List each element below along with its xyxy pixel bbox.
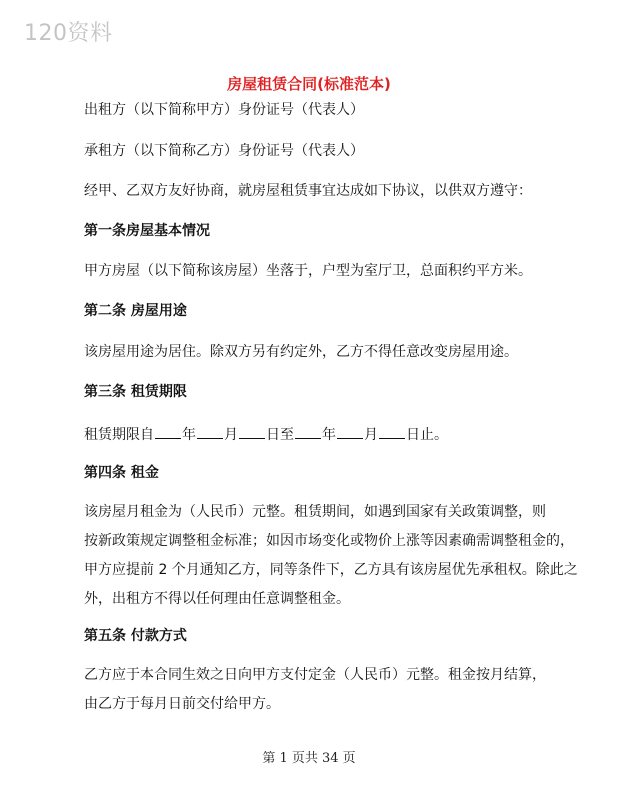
paragraph-line: 乙方应于本合同生效之日向甲方支付定金（人民币）元整。租金按月结算，	[84, 667, 546, 683]
year-label: 年	[182, 427, 196, 443]
end-year-blank[interactable]	[295, 423, 321, 439]
article-2-heading: 第二条 房屋用途	[84, 303, 187, 319]
start-day-blank[interactable]	[239, 423, 265, 439]
paragraph-line: 按新政策规定调整租金标准；如因市场变化或物价上涨等因素确需调整租金的，	[84, 533, 574, 549]
article-2-text: 该房屋用途为居住。除双方另有约定外，乙方不得任意改变房屋用途。	[84, 344, 518, 360]
lease-term-start-label: 租赁期限自	[84, 427, 154, 443]
end-month-label: 月	[364, 427, 378, 443]
article-4-paragraph	[84, 498, 578, 614]
start-year-blank[interactable]	[155, 423, 181, 439]
end-month-blank[interactable]	[337, 423, 363, 439]
watermark-logo: 120资料	[24, 21, 113, 46]
article-5-heading: 第五条 付款方式	[84, 628, 187, 644]
paragraph-line: 由乙方于每月日前交付给甲方。	[84, 696, 280, 712]
end-day-blank[interactable]	[379, 423, 405, 439]
page-number-footer: 第 1 页共 34 页	[262, 751, 356, 766]
day-to-label: 日至	[266, 427, 294, 443]
paragraph-line: 外，出租方不得以任何理由任意调整租金。	[84, 591, 350, 607]
lessee-line: 承租方（以下简称乙方）身份证号（代表人）	[84, 143, 364, 159]
article-3-heading: 第三条 租赁期限	[84, 384, 187, 400]
month-label: 月	[224, 427, 238, 443]
intro-line: 经甲、乙双方友好协商，就房屋租赁事宜达成如下协议，以供双方遵守：	[84, 183, 532, 199]
document-title: 房屋租赁合同(标准范本)	[227, 75, 391, 93]
end-year-label: 年	[322, 427, 336, 443]
paragraph-line: 该房屋月租金为（人民币）元整。租赁期间，如遇到国家有关政策调整，则	[84, 504, 546, 520]
article-1-text: 甲方房屋（以下简称该房屋）坐落于，户型为室厅卫，总面积约平方米。	[84, 263, 532, 279]
article-3-text	[84, 423, 448, 445]
paragraph-line: 甲方应提前 2 个月通知乙方，同等条件下，乙方具有该房屋优先承租权。除此之	[84, 562, 578, 578]
article-1-heading: 第一条房屋基本情况	[84, 223, 210, 239]
article-5-paragraph	[84, 661, 554, 719]
lessor-line: 出租方（以下简称甲方）身份证号（代表人）	[84, 102, 364, 118]
article-4-heading: 第四条 租金	[84, 465, 159, 481]
end-day-label: 日止。	[406, 427, 448, 443]
start-month-blank[interactable]	[197, 423, 223, 439]
